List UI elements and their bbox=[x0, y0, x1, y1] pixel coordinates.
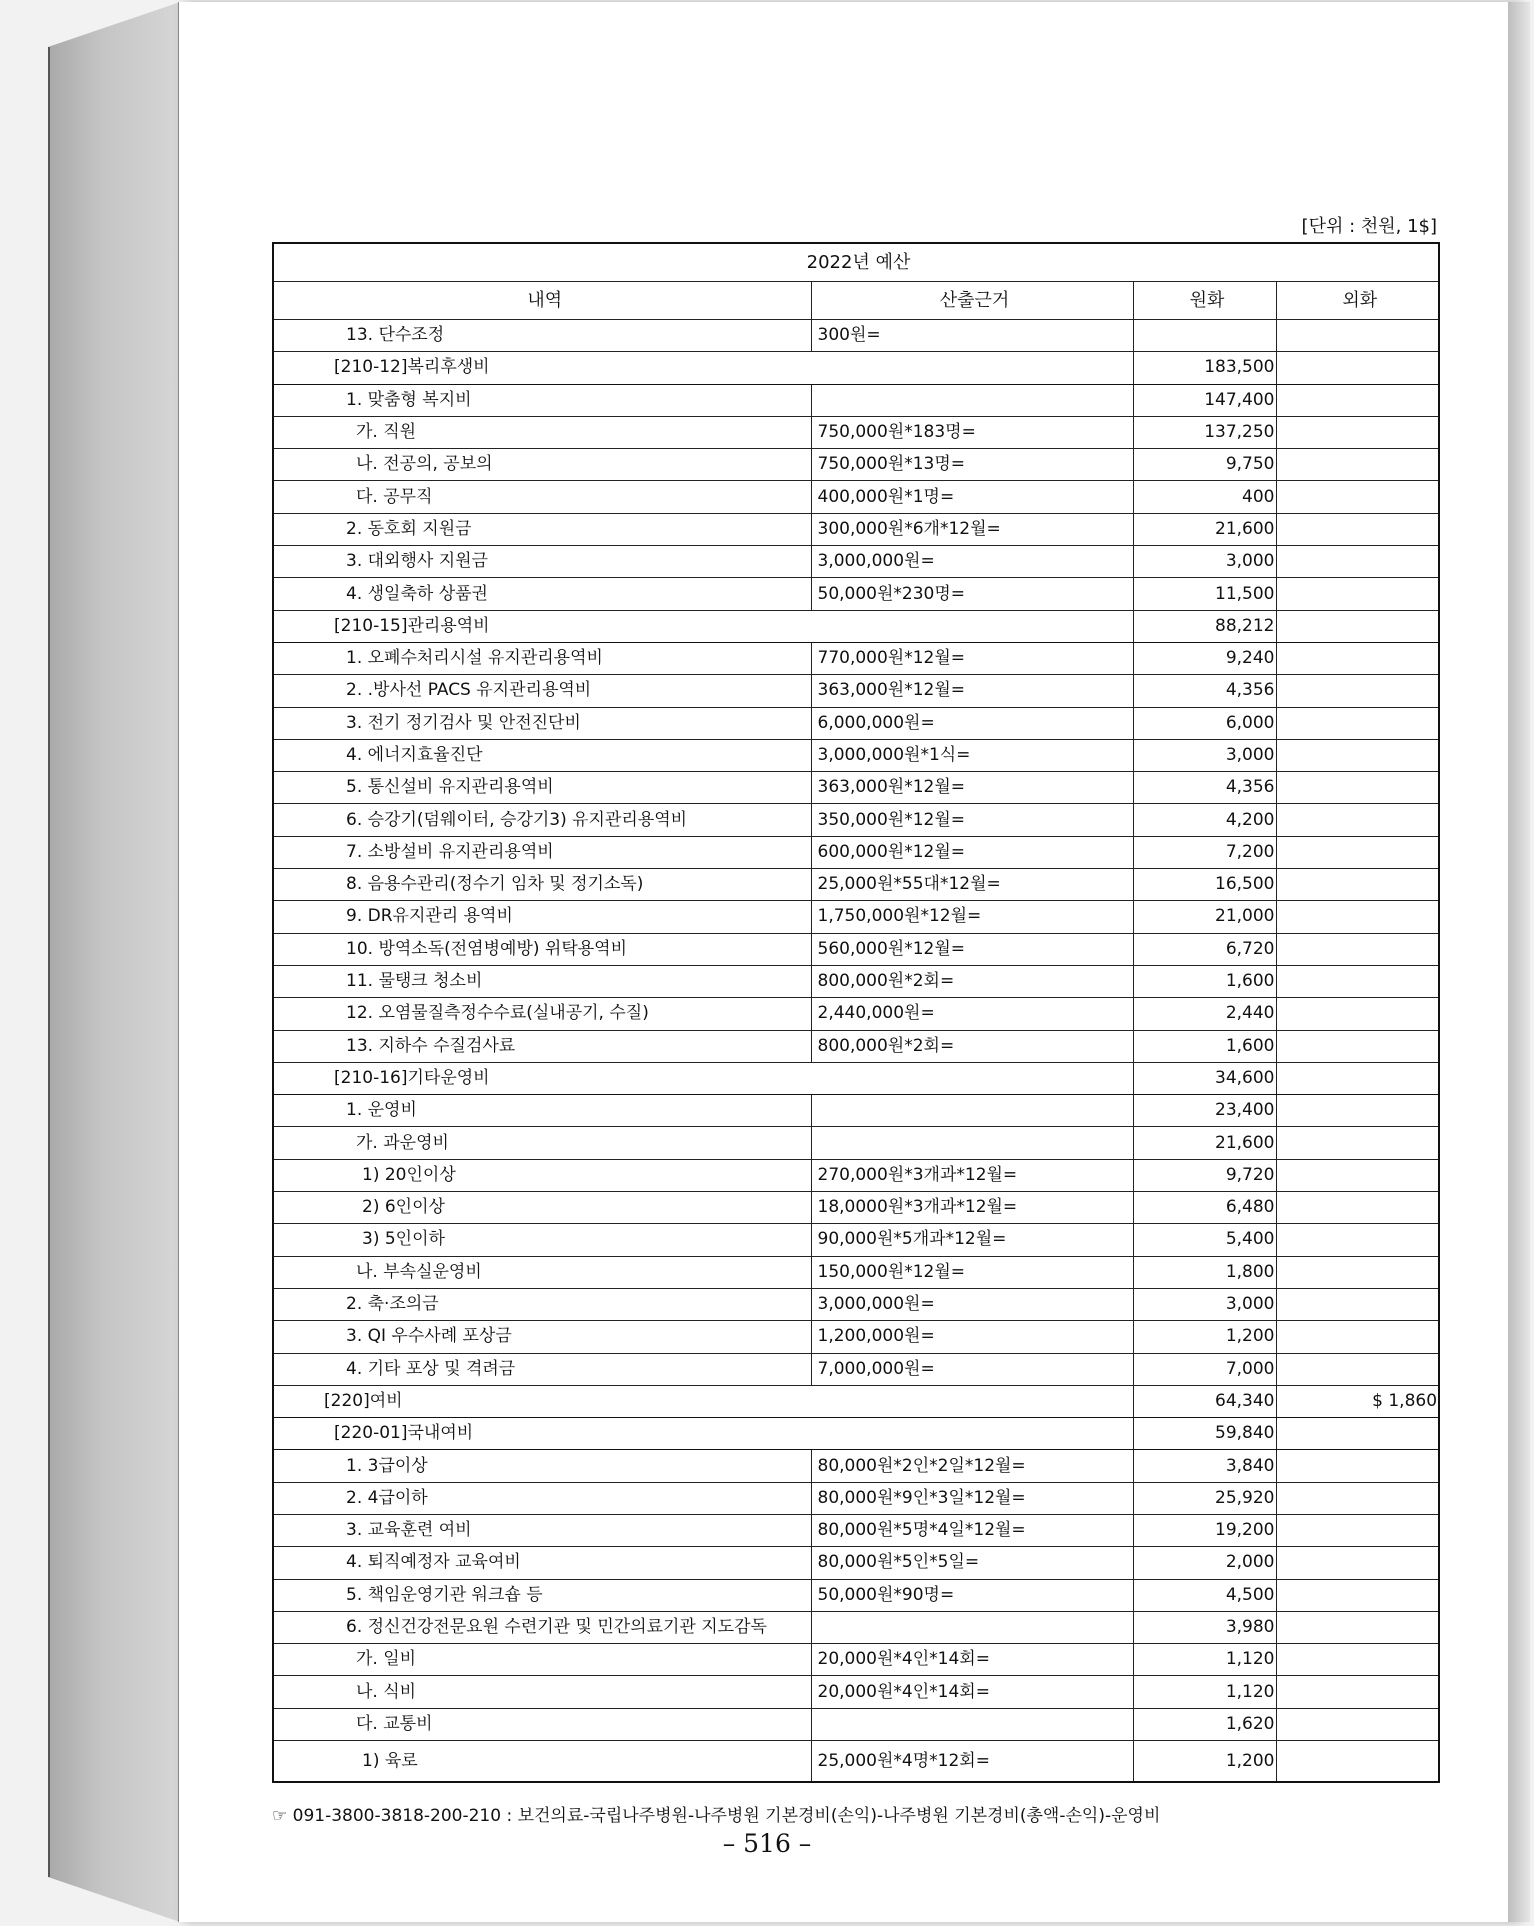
row-basis: 350,000원*12월= bbox=[811, 804, 1133, 836]
table-row bbox=[273, 481, 1439, 513]
row-krw: 147,400 bbox=[1133, 384, 1276, 416]
table-row bbox=[273, 998, 1439, 1030]
row-item: 2. .방사선 PACS 유지관리용역비 bbox=[273, 675, 811, 707]
row-krw: 64,340 bbox=[1133, 1385, 1276, 1417]
row-item: [210-16]기타운영비 bbox=[273, 1062, 1133, 1094]
row-item: 10. 방역소독(전염병예방) 위탁용역비 bbox=[273, 933, 811, 965]
row-krw: 3,000 bbox=[1133, 546, 1276, 578]
row-fx bbox=[1276, 481, 1439, 513]
row-item: 12. 오염물질측정수수료(실내공기, 수질) bbox=[273, 998, 811, 1030]
row-item: [220-01]국내여비 bbox=[273, 1418, 1133, 1450]
table-row bbox=[273, 1676, 1439, 1708]
table-row bbox=[273, 933, 1439, 965]
row-fx bbox=[1276, 901, 1439, 933]
row-basis: 50,000원*230명= bbox=[811, 578, 1133, 610]
row-fx bbox=[1276, 707, 1439, 739]
table-row bbox=[273, 901, 1439, 933]
table-row bbox=[273, 1192, 1439, 1224]
table-row bbox=[273, 546, 1439, 578]
row-item: 3. 전기 정기검사 및 안전진단비 bbox=[273, 707, 811, 739]
row-item: 1. 운영비 bbox=[273, 1095, 811, 1127]
row-item: 4. 기타 포상 및 격려금 bbox=[273, 1353, 811, 1385]
row-basis: 150,000원*12월= bbox=[811, 1256, 1133, 1288]
row-fx bbox=[1276, 352, 1439, 384]
row-fx bbox=[1276, 416, 1439, 448]
row-krw: 4,200 bbox=[1133, 804, 1276, 836]
row-item: 다. 공무직 bbox=[273, 481, 811, 513]
table-row bbox=[273, 675, 1439, 707]
row-fx bbox=[1276, 1224, 1439, 1256]
row-item: 가. 일비 bbox=[273, 1644, 811, 1676]
row-basis: 7,000,000원= bbox=[811, 1353, 1133, 1385]
row-item: 6. 정신건강전문요원 수련기관 및 민간의료기관 지도감독 bbox=[273, 1611, 811, 1643]
table-row bbox=[273, 1030, 1439, 1062]
row-basis: 800,000원*2회= bbox=[811, 1030, 1133, 1062]
row-krw: 4,500 bbox=[1133, 1579, 1276, 1611]
table-row bbox=[273, 1095, 1439, 1127]
row-basis bbox=[811, 1127, 1133, 1159]
row-krw: 34,600 bbox=[1133, 1062, 1276, 1094]
row-krw: 4,356 bbox=[1133, 772, 1276, 804]
row-item: 2. 4급이하 bbox=[273, 1482, 811, 1514]
header-fx: 외화 bbox=[1276, 282, 1439, 320]
row-fx bbox=[1276, 610, 1439, 642]
row-krw: 1,800 bbox=[1133, 1256, 1276, 1288]
row-item: 8. 음용수관리(정수기 임차 및 정기소독) bbox=[273, 869, 811, 901]
row-krw: 6,720 bbox=[1133, 933, 1276, 965]
row-krw: 5,400 bbox=[1133, 1224, 1276, 1256]
table-row bbox=[273, 449, 1439, 481]
budget-table bbox=[272, 242, 1440, 1783]
row-krw: 2,000 bbox=[1133, 1547, 1276, 1579]
row-krw: 3,840 bbox=[1133, 1450, 1276, 1482]
row-fx bbox=[1276, 1514, 1439, 1546]
row-basis bbox=[811, 384, 1133, 416]
row-basis: 400,000원*1명= bbox=[811, 481, 1133, 513]
row-basis: 20,000원*4인*14회= bbox=[811, 1644, 1133, 1676]
row-fx bbox=[1276, 933, 1439, 965]
row-basis: 600,000원*12월= bbox=[811, 836, 1133, 868]
row-fx bbox=[1276, 1579, 1439, 1611]
row-item: 4. 퇴직예정자 교육여비 bbox=[273, 1547, 811, 1579]
row-fx bbox=[1276, 1644, 1439, 1676]
table-row bbox=[273, 1708, 1439, 1740]
row-krw: 1,200 bbox=[1133, 1741, 1276, 1783]
table-row bbox=[273, 578, 1439, 610]
row-item: 1. 3급이상 bbox=[273, 1450, 811, 1482]
row-krw: 21,600 bbox=[1133, 513, 1276, 545]
row-fx bbox=[1276, 1741, 1439, 1783]
row-basis: 3,000,000원*1식= bbox=[811, 739, 1133, 771]
row-krw: 2,440 bbox=[1133, 998, 1276, 1030]
table-row bbox=[273, 1450, 1439, 1482]
row-krw: 19,200 bbox=[1133, 1514, 1276, 1546]
row-fx bbox=[1276, 1676, 1439, 1708]
row-basis bbox=[811, 1708, 1133, 1740]
page-edge-shadow bbox=[1508, 2, 1530, 1922]
footnote: ☞ 091-3800-3818-200-210 : 보건의료-국립나주병원-나주병원 기본경비(손익)-나주병원 기본경비(총액-손익)-운영비 bbox=[272, 1806, 1161, 1826]
table-row bbox=[273, 804, 1439, 836]
row-krw: 1,120 bbox=[1133, 1676, 1276, 1708]
row-fx bbox=[1276, 1288, 1439, 1320]
row-basis: 1,750,000원*12월= bbox=[811, 901, 1133, 933]
row-basis: 363,000원*12월= bbox=[811, 675, 1133, 707]
row-item: 9. DR유지관리 용역비 bbox=[273, 901, 811, 933]
row-krw: 9,750 bbox=[1133, 449, 1276, 481]
table-row bbox=[273, 1514, 1439, 1546]
row-item: 1. 맞춤형 복지비 bbox=[273, 384, 811, 416]
header-item: 내역 bbox=[273, 282, 811, 320]
row-fx bbox=[1276, 1450, 1439, 1482]
table-section-row bbox=[273, 1418, 1439, 1450]
row-basis: 20,000원*4인*14회= bbox=[811, 1676, 1133, 1708]
book-spine bbox=[48, 2, 180, 1922]
table-row bbox=[273, 1321, 1439, 1353]
table-row bbox=[273, 1741, 1439, 1783]
row-fx bbox=[1276, 578, 1439, 610]
row-basis: 270,000원*3개과*12월= bbox=[811, 1159, 1133, 1191]
table-row bbox=[273, 836, 1439, 868]
header-basis: 산출근거 bbox=[811, 282, 1133, 320]
row-item: 5. 책임운영기관 워크숍 등 bbox=[273, 1579, 811, 1611]
row-basis: 90,000원*5개과*12월= bbox=[811, 1224, 1133, 1256]
row-krw: 3,000 bbox=[1133, 739, 1276, 771]
table-row bbox=[273, 1159, 1439, 1191]
table-row bbox=[273, 1288, 1439, 1320]
row-basis: 300,000원*6개*12월= bbox=[811, 513, 1133, 545]
row-krw: 400 bbox=[1133, 481, 1276, 513]
row-item: 7. 소방설비 유지관리용역비 bbox=[273, 836, 811, 868]
row-basis: 25,000원*4명*12회= bbox=[811, 1741, 1133, 1783]
table-section-row bbox=[273, 610, 1439, 642]
table-row bbox=[273, 869, 1439, 901]
unit-label: [단위 : 천원, 1$] bbox=[1301, 216, 1437, 237]
table-section-row bbox=[273, 352, 1439, 384]
row-item: 3. 교육훈련 여비 bbox=[273, 1514, 811, 1546]
row-krw: 1,600 bbox=[1133, 965, 1276, 997]
row-item: 나. 식비 bbox=[273, 1676, 811, 1708]
row-fx bbox=[1276, 1062, 1439, 1094]
row-krw: 1,120 bbox=[1133, 1644, 1276, 1676]
row-fx bbox=[1276, 1418, 1439, 1450]
row-fx bbox=[1276, 869, 1439, 901]
row-fx bbox=[1276, 1256, 1439, 1288]
row-item: 1) 20인이상 bbox=[273, 1159, 811, 1191]
row-basis: 800,000원*2회= bbox=[811, 965, 1133, 997]
row-item: 13. 단수조정 bbox=[273, 320, 811, 352]
row-item: 3. QI 우수사례 포상금 bbox=[273, 1321, 811, 1353]
row-basis: 3,000,000원= bbox=[811, 546, 1133, 578]
row-basis: 750,000원*13명= bbox=[811, 449, 1133, 481]
row-fx bbox=[1276, 1547, 1439, 1579]
row-fx: $ 1,860 bbox=[1276, 1385, 1439, 1417]
row-fx bbox=[1276, 1611, 1439, 1643]
row-basis: 770,000원*12월= bbox=[811, 642, 1133, 674]
row-basis: 80,000원*9인*3일*12월= bbox=[811, 1482, 1133, 1514]
row-fx bbox=[1276, 1192, 1439, 1224]
row-fx bbox=[1276, 384, 1439, 416]
row-krw: 9,720 bbox=[1133, 1159, 1276, 1191]
table-header-row bbox=[273, 282, 1439, 320]
row-basis: 50,000원*90명= bbox=[811, 1579, 1133, 1611]
row-krw: 1,600 bbox=[1133, 1030, 1276, 1062]
table-row bbox=[273, 416, 1439, 448]
row-krw: 16,500 bbox=[1133, 869, 1276, 901]
row-basis: 2,440,000원= bbox=[811, 998, 1133, 1030]
row-basis: 18,0000원*3개과*12월= bbox=[811, 1192, 1133, 1224]
row-basis: 80,000원*5명*4일*12월= bbox=[811, 1514, 1133, 1546]
row-krw: 23,400 bbox=[1133, 1095, 1276, 1127]
table-row bbox=[273, 513, 1439, 545]
row-item: [220]여비 bbox=[273, 1385, 1133, 1417]
row-fx bbox=[1276, 546, 1439, 578]
header-krw: 원화 bbox=[1133, 282, 1276, 320]
row-krw: 59,840 bbox=[1133, 1418, 1276, 1450]
row-basis: 6,000,000원= bbox=[811, 707, 1133, 739]
row-item: 2) 6인이상 bbox=[273, 1192, 811, 1224]
row-krw: 7,000 bbox=[1133, 1353, 1276, 1385]
row-fx bbox=[1276, 642, 1439, 674]
row-item: 5. 통신설비 유지관리용역비 bbox=[273, 772, 811, 804]
row-fx bbox=[1276, 449, 1439, 481]
row-krw: 21,000 bbox=[1133, 901, 1276, 933]
row-item: [210-15]관리용역비 bbox=[273, 610, 1133, 642]
table-row bbox=[273, 739, 1439, 771]
page-number: – 516 – bbox=[722, 1829, 812, 1858]
row-basis: 300원= bbox=[811, 320, 1133, 352]
row-basis: 363,000원*12월= bbox=[811, 772, 1133, 804]
row-fx bbox=[1276, 965, 1439, 997]
table-row bbox=[273, 965, 1439, 997]
row-item: 11. 물탱크 청소비 bbox=[273, 965, 811, 997]
row-fx bbox=[1276, 1482, 1439, 1514]
row-krw: 7,200 bbox=[1133, 836, 1276, 868]
row-item: 2. 축·조의금 bbox=[273, 1288, 811, 1320]
row-item: 6. 승강기(덤웨이터, 승강기3) 유지관리용역비 bbox=[273, 804, 811, 836]
table-row bbox=[273, 1611, 1439, 1643]
row-krw bbox=[1133, 320, 1276, 352]
row-item: 3) 5인이하 bbox=[273, 1224, 811, 1256]
row-item: 3. 대외행사 지원금 bbox=[273, 546, 811, 578]
row-fx bbox=[1276, 1708, 1439, 1740]
row-fx bbox=[1276, 1321, 1439, 1353]
row-item: 4. 생일축하 상품권 bbox=[273, 578, 811, 610]
row-krw: 1,620 bbox=[1133, 1708, 1276, 1740]
table-row bbox=[273, 1224, 1439, 1256]
row-fx bbox=[1276, 772, 1439, 804]
row-fx bbox=[1276, 320, 1439, 352]
table-row bbox=[273, 1644, 1439, 1676]
table-row bbox=[273, 707, 1439, 739]
row-item: 1. 오폐수처리시설 유지관리용역비 bbox=[273, 642, 811, 674]
table-row bbox=[273, 1353, 1439, 1385]
row-item: 나. 부속실운영비 bbox=[273, 1256, 811, 1288]
row-basis bbox=[811, 1095, 1133, 1127]
row-basis: 560,000원*12월= bbox=[811, 933, 1133, 965]
row-krw: 21,600 bbox=[1133, 1127, 1276, 1159]
row-fx bbox=[1276, 1353, 1439, 1385]
row-fx bbox=[1276, 836, 1439, 868]
row-basis bbox=[811, 1611, 1133, 1643]
row-krw: 3,000 bbox=[1133, 1288, 1276, 1320]
row-krw: 4,356 bbox=[1133, 675, 1276, 707]
row-krw: 3,980 bbox=[1133, 1611, 1276, 1643]
row-item: 다. 교통비 bbox=[273, 1708, 811, 1740]
table-row bbox=[273, 1482, 1439, 1514]
row-basis: 25,000원*55대*12월= bbox=[811, 869, 1133, 901]
table-row bbox=[273, 1547, 1439, 1579]
row-basis: 80,000원*5인*5일= bbox=[811, 1547, 1133, 1579]
row-fx bbox=[1276, 513, 1439, 545]
row-item: 13. 지하수 수질검사료 bbox=[273, 1030, 811, 1062]
table-row bbox=[273, 1256, 1439, 1288]
row-basis: 750,000원*183명= bbox=[811, 416, 1133, 448]
row-fx bbox=[1276, 1127, 1439, 1159]
row-item: 나. 전공의, 공보의 bbox=[273, 449, 811, 481]
row-krw: 137,250 bbox=[1133, 416, 1276, 448]
row-krw: 1,200 bbox=[1133, 1321, 1276, 1353]
table-row bbox=[273, 320, 1439, 352]
row-krw: 9,240 bbox=[1133, 642, 1276, 674]
table-row bbox=[273, 772, 1439, 804]
row-item: 가. 과운영비 bbox=[273, 1127, 811, 1159]
row-basis: 3,000,000원= bbox=[811, 1288, 1133, 1320]
row-fx bbox=[1276, 998, 1439, 1030]
table-row bbox=[273, 1579, 1439, 1611]
row-item: 4. 에너지효율진단 bbox=[273, 739, 811, 771]
row-fx bbox=[1276, 1159, 1439, 1191]
table-row bbox=[273, 1127, 1439, 1159]
table-title: 2022년 예산 bbox=[273, 243, 1439, 282]
row-item: 2. 동호회 지원금 bbox=[273, 513, 811, 545]
table-row bbox=[273, 384, 1439, 416]
row-krw: 25,920 bbox=[1133, 1482, 1276, 1514]
row-krw: 11,500 bbox=[1133, 578, 1276, 610]
row-krw: 6,480 bbox=[1133, 1192, 1276, 1224]
table-section-row bbox=[273, 1385, 1439, 1417]
row-krw: 88,212 bbox=[1133, 610, 1276, 642]
row-item: 가. 직원 bbox=[273, 416, 811, 448]
row-fx bbox=[1276, 1095, 1439, 1127]
row-item: [210-12]복리후생비 bbox=[273, 352, 1133, 384]
row-basis: 80,000원*2인*2일*12월= bbox=[811, 1450, 1133, 1482]
row-krw: 183,500 bbox=[1133, 352, 1276, 384]
row-fx bbox=[1276, 739, 1439, 771]
row-item: 1) 육로 bbox=[273, 1741, 811, 1783]
row-krw: 6,000 bbox=[1133, 707, 1276, 739]
row-basis: 1,200,000원= bbox=[811, 1321, 1133, 1353]
row-fx bbox=[1276, 804, 1439, 836]
table-row bbox=[273, 642, 1439, 674]
table-section-row bbox=[273, 1062, 1439, 1094]
table-title-row bbox=[273, 243, 1439, 282]
row-fx bbox=[1276, 1030, 1439, 1062]
row-fx bbox=[1276, 675, 1439, 707]
